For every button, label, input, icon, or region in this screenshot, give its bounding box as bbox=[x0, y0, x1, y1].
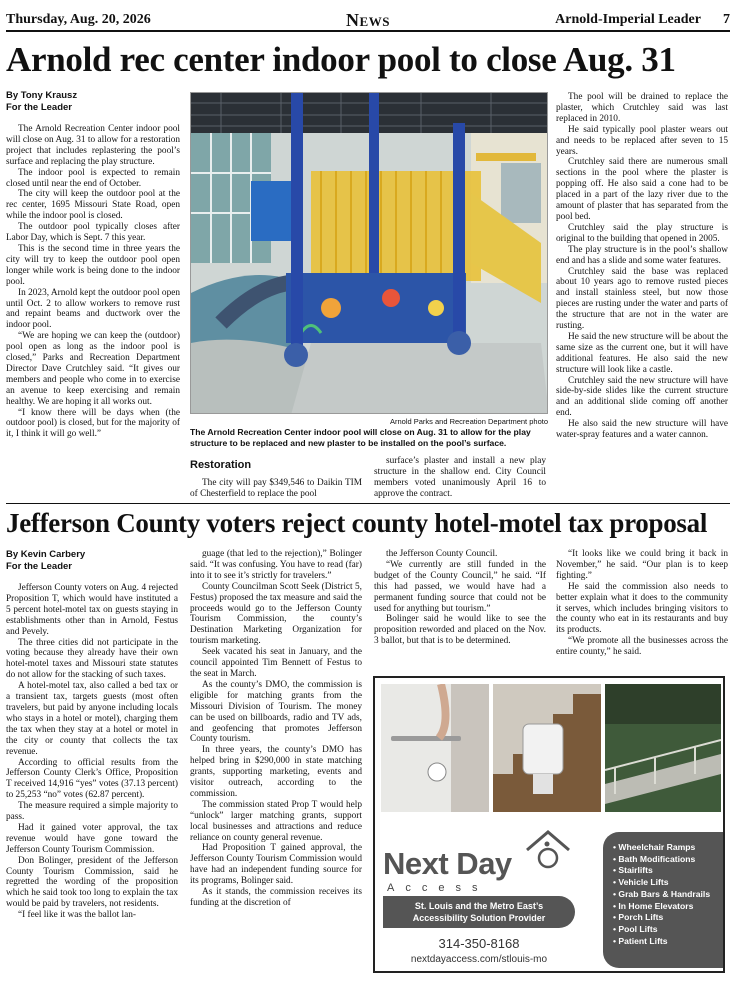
tagline-line-1: St. Louis and the Metro East’s bbox=[414, 901, 544, 911]
article-paragraph: guage (that led to the rejection),” Bolinger said. “It was confusing. You have to read (far) into it to see it’s strictly for travelers.” bbox=[190, 549, 362, 581]
story1-column-2 bbox=[190, 478, 362, 503]
article-paragraph: Crutchley said there are numerous small sections in the pool where the plaster is popping off. He also said a cone had to be placed in a part of the lazy river due to the amount of plaster that has separated from the pool bed. bbox=[556, 157, 728, 222]
article-paragraph: The outdoor pool typically closes after Labor Day, which is Sept. 7 this year. bbox=[6, 222, 180, 244]
ad-photo-ramp bbox=[605, 684, 721, 812]
ad-website[interactable]: nextdayaccess.com/stlouis-mo bbox=[410, 954, 548, 965]
service-item: • Vehicle Lifts bbox=[613, 877, 669, 888]
ad-phone[interactable]: 314-350-8168 bbox=[438, 936, 520, 951]
photo-credit: Arnold Parks and Recreation Department photo bbox=[389, 417, 548, 426]
article-paragraph: The three cities did not participate in the voting because they already have their own hotel-motel taxes and Missouri state statutes do not allow for the stacking of such taxes. bbox=[6, 637, 178, 681]
story2-column-1 bbox=[6, 583, 178, 981]
article-paragraph: The city will keep the outdoor pool at the rec center, 1695 Missouri State Road, open while the indoor pool is closed. bbox=[6, 189, 180, 222]
service-item: • Stairlifts bbox=[613, 865, 653, 876]
story1-column-3 bbox=[374, 456, 546, 503]
story1-column-1 bbox=[6, 124, 180, 502]
article-paragraph: This is the second time in three years the city will try to keep the outdoor pool open longer while work is being done to the indoor pool. bbox=[6, 243, 180, 287]
article-paragraph: He also said the new structure will have water-spray features and a water cannon. bbox=[556, 419, 728, 441]
service-item: • Bath Modifications bbox=[613, 853, 696, 864]
tagline-line-2: Accessibility Solution Provider bbox=[412, 913, 546, 923]
byline-author: By Tony Krausz bbox=[6, 90, 78, 101]
paper-name bbox=[555, 12, 730, 28]
next-day-access-ad[interactable] bbox=[373, 676, 725, 973]
article-paragraph: County Councilman Scott Seek (District 5, Festus) proposed the tax measure and said the proceeds would go to the Jefferson County Tourism Commission, the county’s Destination Marketing Organization for tourism marketing. bbox=[190, 581, 362, 647]
byline-org: For the Leader bbox=[6, 102, 72, 113]
article-paragraph: He said typically pool plaster wears out and needs to be replaced after seven to 15 years. bbox=[556, 124, 728, 157]
pool-photo bbox=[190, 92, 548, 414]
service-item: • Porch Lifts bbox=[613, 912, 664, 923]
service-item: • Wheelchair Ramps bbox=[613, 842, 696, 852]
article-paragraph: As it stands, the commission receives its funding at the discretion of bbox=[190, 887, 362, 908]
service-item: • In Home Elevators bbox=[613, 900, 694, 911]
story2-column-3 bbox=[374, 549, 546, 669]
ad-tagline bbox=[383, 896, 575, 928]
service-item: • Grab Bars & Handrails bbox=[613, 888, 711, 899]
article-paragraph: The commission stated Prop T would help “unlock” larger matching grants, support local businesses and attractions and reduce reliance on county general revenue. bbox=[190, 799, 362, 843]
article-paragraph: In three years, the county’s DMO has helped bring in $290,000 in state matching grants, supporting marketing, events and visitor outreach, according to the commission. bbox=[190, 745, 362, 799]
story2-column-2 bbox=[190, 549, 362, 981]
article-paragraph: He said the commission also needs to better explain what it does to the community it serves, which includes bringing visitors to the county who eat in its restaurants and buy its products. bbox=[556, 581, 728, 636]
article-paragraph: As the county’s DMO, the commission is eligible for matching grants from the Missouri Division of Tourism. The money can be used on billboards, radio and TV ads, and geofencing that promotes Jefferson County tourism. bbox=[190, 679, 362, 745]
article-paragraph: According to official results from the Jefferson County Clerk’s Office, Proposition T received 14,916 “yes” votes (37.13 percent) to 25,253 “no” votes (62.87 percent). bbox=[6, 757, 178, 801]
story2-byline bbox=[6, 549, 85, 573]
article-paragraph: Had Proposition T gained approval, the Jefferson County Tourism Commission would have had an independent funding source for its programs, Bolinger said. bbox=[190, 843, 362, 887]
story1-byline bbox=[6, 90, 77, 114]
story-divider bbox=[6, 503, 730, 504]
stairlift-photo bbox=[493, 684, 601, 812]
grab-bar-photo bbox=[381, 684, 489, 812]
page-number: 7 bbox=[723, 12, 730, 27]
service-item: • Pool Lifts bbox=[613, 923, 658, 934]
article-paragraph: the Jefferson County Council. bbox=[386, 549, 498, 559]
article-paragraph: The city will pay $349,546 to Daikin TIM of Chesterfield to replace the pool bbox=[190, 478, 362, 499]
article-paragraph: “I feel like it was the ballot lan- bbox=[18, 910, 136, 921]
article-paragraph: Don Bolinger, president of the Jefferson County Tourism Commission, said he regretted the wording of the proposition which he said took too long to explain the tax would be paid by travelers, not residents. bbox=[6, 855, 178, 910]
section-name: News bbox=[346, 10, 390, 30]
story2-headline: Jefferson County voters reject county hotel-motel tax proposal bbox=[6, 508, 708, 538]
article-paragraph: surface’s plaster and install a new play structure in the shallow end. City Council members voted unanimously April 16 to approve the contract. bbox=[374, 456, 546, 499]
article-paragraph: Jefferson County voters on Aug. 4 rejected Proposition T, which would have instituted a 5 percent hotel-motel tax on guests staying in establishments other than in Arnold, Festus and Pevely. bbox=[6, 583, 178, 637]
issue-date: Thursday, Aug. 20, 2026 bbox=[6, 12, 151, 27]
wheelchair-ramp-photo bbox=[605, 684, 721, 812]
article-paragraph: The measure required a simple majority to pass. bbox=[6, 801, 178, 823]
logo-main: Next Day bbox=[383, 846, 512, 881]
article-paragraph: “I know there will be days when (the outdoor pool) is closed, but for the majority of it, I think it will go well.” bbox=[6, 407, 180, 440]
byline-org: For the Leader bbox=[6, 561, 72, 572]
story1-headline: Arnold rec center indoor pool to close Aug. 31 bbox=[6, 40, 676, 79]
service-item: • Patient Lifts bbox=[613, 935, 668, 946]
next-day-access-logo bbox=[383, 846, 512, 894]
article-paragraph: Crutchley said the base was replaced about 10 years ago to remove rusted pieces and install stainless steel, but now those pieces are rusting under the water and parts of the structure that are not in the water are rusting. bbox=[556, 266, 728, 332]
article-paragraph: The play structure is in the pool’s shallow end and has a slide and some water features. bbox=[556, 244, 728, 266]
article-paragraph: Crutchley said the new structure will have side-by-side slides like the current structure and an additional slide coming off another end. bbox=[556, 375, 728, 419]
masthead bbox=[6, 10, 730, 32]
article-paragraph: Bolinger said he would like to see the proposition reworded and placed on the Nov. 3 ballot, but that is to be determined. bbox=[374, 614, 546, 647]
story2-column-4 bbox=[556, 549, 728, 669]
paper-title: Arnold-Imperial Leader bbox=[555, 12, 701, 27]
article-paragraph: In 2023, Arnold kept the outdoor pool open until Oct. 2 to allow workers to remove rust and repaint beams and ductwork over the indoor pool. bbox=[6, 287, 180, 331]
article-paragraph: Crutchley said the play structure is original to the building that opened in 2005. bbox=[556, 222, 728, 244]
logo-sub: Access bbox=[387, 882, 489, 894]
article-paragraph: The Arnold Recreation Center indoor pool will close on Aug. 31 to allow for a restoration project that includes replastering the pool’s surface and replacing the play structure. bbox=[6, 124, 180, 167]
article-paragraph: He said the new structure will be about the same size as the current one, but it will have additional features. He also said the new structure will look like a castle. bbox=[556, 331, 728, 375]
pool-play-structure-photo bbox=[191, 93, 548, 414]
article-paragraph: Seek vacated his seat in January, and the council appointed Tim Bennett of Festus to the seat in March. bbox=[190, 647, 362, 679]
photo-caption: The Arnold Recreation Center indoor pool will close on Aug. 31 to allow for the play structure to be replaced and new plaster to be installed on the pool’s surface. bbox=[190, 427, 531, 448]
article-paragraph: “It looks like we could bring it back in November,” he said. “Our plan is to keep fighting.” bbox=[556, 549, 728, 581]
article-paragraph: “We currently are still funded in the budget of the County Council,” he said. “If this had passed, we would have had a permanent funding source that could not be used for anything but tourism.” bbox=[374, 559, 546, 614]
byline-author: By Kevin Carbery bbox=[6, 549, 86, 560]
ad-photo-stairlift bbox=[493, 684, 601, 812]
article-paragraph: Had it gained voter approval, the tax revenue would have gone toward the Jefferson County Tourism Commission. bbox=[6, 822, 178, 855]
article-paragraph: The pool will be drained to replace the plaster, which Crutchley said was last replaced in 2010. bbox=[556, 92, 728, 124]
article-paragraph: “We promote all the businesses across the entire county,” he said. bbox=[556, 636, 728, 658]
article-paragraph: A hotel-motel tax, also called a bed tax or a transient tax, targets guests (most often travelers, but paid by anyone including locals who stays in a hotel or motel), charging them the tax when they stay at a hotel or motel in the city or county that collects the tax revenue. bbox=[6, 681, 178, 757]
article-paragraph: “We are hoping we can keep the (outdoor) pool open as long as the indoor pool is closed,” Parks and Recreation Department Director Dave Crutchley said. “It gives our members and people who come in to exercise an avenue to keep exercising and remain healthy. We are hoping it all works out. bbox=[6, 331, 180, 407]
ad-photo-grab-bar bbox=[381, 684, 489, 812]
subhead-restoration: Restoration bbox=[190, 459, 252, 471]
house-wheelchair-icon bbox=[523, 828, 573, 874]
story1-column-4 bbox=[556, 92, 728, 502]
article-paragraph: The indoor pool is expected to remain closed until near the end of October. bbox=[6, 167, 180, 189]
services-list bbox=[603, 832, 723, 968]
